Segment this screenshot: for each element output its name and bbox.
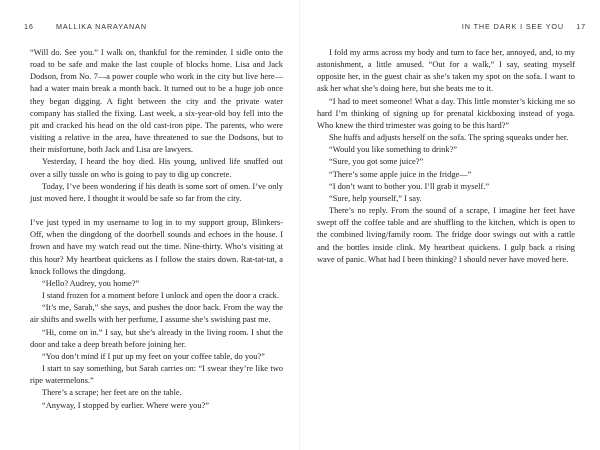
page-number: 16 (24, 22, 34, 31)
page-number: 17 (576, 22, 586, 31)
right-page (300, 0, 600, 450)
paragraph: “You don’t mind if I put up my feet on your coffee table, do you?” (42, 351, 265, 361)
paragraph: I fold my arms across my body and turn to face her, annoyed, and, to my astonishment, a little amused. “Out for a walk,” I say, seating myself opposite her, in the guest chair as she’s taken my spot on the sofa. I want to ask her what she’s doing here, but she beats me to it. (317, 48, 575, 94)
body-text (317, 47, 575, 266)
paragraph: There’s a scrape; her feet are on the table. (42, 388, 182, 398)
paragraph: “I don’t want to bother you. I’ll grab it myself.” (329, 181, 490, 191)
body-text (30, 47, 283, 412)
paragraph: There’s no reply. From the sound of a scrape, I imagine her feet have swept off the coffee table and are shuffling to the kitchen, which is open to the combined living/family room. The fridge door swings out with a rattle and the bottles inside clink. My heartbeat quickens. I gulp back a rising wave of panic. What had I been thinking? I should never have moved here. (317, 206, 575, 264)
paragraph: “It’s me, Sarah,” she says, and pushes the door back. From the way the air shifts and swells with her perfume, I assume she’s swishing past me. (30, 303, 283, 325)
running-head-author: MALLIKA NARAYANAN (56, 22, 147, 31)
paragraph: “Hi, come on in.” I say, but she’s already in the living room. I shut the door and take a deep breath before joining her. (30, 327, 283, 349)
paragraph: “Anyway, I stopped by earlier. Where were you?” (42, 400, 209, 410)
paragraph: “Will do. See you.” I walk on, thankful for the reminder. I sidle onto the road to be safe and make the last couple of blocks home. Lisa and Jack Dodson, from No. 7—a power couple who work in the city but live here—had a water main break a month back. It turned out to be a huge job once they began digging. A fight between the city and the private water company has stalled the fixing. Last week, a six-year-old boy fell into the pit and cracked his head on the old cast-iron pipe. The parents, who were visiting a relative in the area, have threatened to sue the Dodsons, but to their misfortune, both Jack and Lisa are lawyers. (30, 48, 283, 155)
paragraph: “I had to meet someone! What a day. This little monster’s kicking me so hard I’m thinking of signing up for prenatal kickboxing instead of yoga. Who knew the third trimester was going to be this hard?” (317, 96, 575, 130)
paragraph: “Sure, help yourself,” I say. (329, 193, 422, 203)
section-opening-paragraph: I’ve just typed in my username to log in to my support group, Blinkers-Off, when the dingdong of the doorbell sounds and echoes in the house. I frown and have my watch read out the time. Nine-thirty. Who’s visiting at this hour? My heartbeat quickens as I follow the stairs down. Rat-tat-tat, a knock follows the dingdong. (30, 218, 283, 276)
paragraph: “Would you like something to drink?” (329, 145, 457, 155)
running-head-title: IN THE DARK I SEE YOU (461, 22, 564, 31)
paragraph: She huffs and adjusts herself on the sofa. The spring squeaks under her. (329, 133, 569, 143)
paragraph: “Sure, you got some juice?” (329, 157, 424, 167)
paragraph: “There’s some apple juice in the fridge—” (329, 169, 472, 179)
paragraph: I start to say something, but Sarah carries on: “I swear they’re like two ripe watermelons.” (30, 364, 283, 386)
paragraph: I stand frozen for a moment before I unlock and open the door a crack. (42, 291, 279, 301)
paragraph: Yesterday, I heard the boy died. His young, unlived life snuffed out over a silly tussle on who is going to pay to dig up concrete. (30, 157, 283, 179)
paragraph: “Hello? Audrey, you home?” (42, 278, 140, 288)
paragraph: Today, I’ve been wondering if his death is some sort of omen. I’ve only just moved here. I thought it would be safe so far from the city. (30, 181, 283, 203)
